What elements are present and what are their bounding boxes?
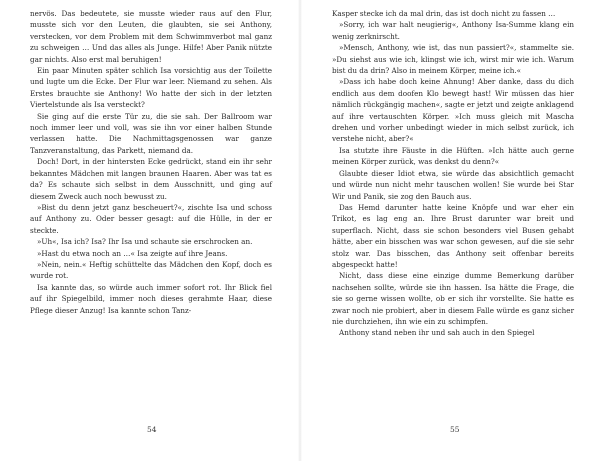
page-number-right: 55 <box>450 425 460 434</box>
paragraph: »Uh«, Isa ich? Isa? Ihr Isa und schaute sie erschrocken an. <box>37 237 253 247</box>
page-number-left: 54 <box>147 425 157 434</box>
paragraph: Sie ging auf die erste Tür zu, die sie sah. Der Ballroom war noch immer leer und voll, was sie ihn vor einer halben Stunde verlassen hatte. Die Nachmittagsgenossen war ganze Tanzveranstaltung, das Parkett, niemand da. <box>30 111 272 155</box>
paragraph: Das Hemd darunter hatte keine Knöpfe und war eher ein Trikot, es lag eng an. Ihre Brust darunter war breit und superflach. Nicht, dass sie schon besonders viel Busen gehabt hätte, aber ein bisschen was war schon gewesen, auf die sie sehr stolz war. Das bisschen, das Anthony seit offenbar bereits abgespeckt hatte! <box>332 202 574 269</box>
paragraph: Isa kannte das, so würde auch immer sofort rot. Ihr Blick fiel auf ihr Spiegelbild, immer noch dieses gerahmte Haar, diese Pflege dieser Anzug! Isa kannte schon Tanz- <box>30 282 272 315</box>
paragraph: Glaubte dieser Idiot etwa, sie würde das absichtlich gemacht und würde nun nicht mehr tauschen wollen! Sie wurde bei Star Wir und Panik, sie zog den Bauch aus. <box>332 168 574 201</box>
paragraph: »Dass ich habe doch keine Ahnung! Aber danke, dass du dich endlich aus dem doofen Klo bewegt hast! Wir müssen das hier nämlich rückgängig machen«, sagte er jetzt und zeigte anklagend auf ihre vertauschten Körper. »Ich muss gleich mit Mascha drehen und vorher unbedingt wieder in mich selbst zurück, ich verstehe nicht, aber?« <box>332 77 574 144</box>
paragraph: Kasper stecke ich da mal drin, das ist doch nicht zu fassen … <box>332 9 556 18</box>
paragraph: »Hast du etwa noch an …« Isa zeigte auf ihre Jeans. <box>37 248 228 258</box>
paragraph: Isa stutzte ihre Fäuste in die Hüften. »Ich hätte auch gerne meinen Körper zurück, was denkst du denn?« <box>332 145 574 167</box>
paragraph: Ein paar Minuten später schlich Isa vorsichtig aus der Toilette und lugte um die Ecke. Der Flur war leer. Niemand zu sehen. Als Erstes brauchte sie Anthony! Wo hatte der sich in der letzten Viertelstunde als Isa versteckt? <box>30 66 272 110</box>
book-gutter <box>298 0 302 461</box>
paragraph: Anthony stand neben ihr und sah auch in den Spiegel <box>339 328 535 338</box>
paragraph: »Sorry, ich war halt neugierig«, Anthony Isa-Summe klang ein wenig zerknirscht. <box>332 20 574 41</box>
paragraph: »Mensch, Anthony, wie ist, das nun passiert?«, stammelte sie. »Du siehst aus wie ich, klingst wie ich, wirst mir wie ich. Warum bist du da drin? Also in meinem Körper, meine ich.« <box>332 43 574 76</box>
paragraph: »Nein, nein.« Heftig schüttelte das Mädchen den Kopf, doch es wurde rot. <box>30 259 272 281</box>
right-page-text <box>332 8 574 339</box>
paragraph: »Bist du denn jetzt ganz bescheuert?«, zischte Isa und schoss auf Anthony zu. Oder besser gesagt: auf die Hülle, in der er steckte. <box>30 202 272 235</box>
paragraph: nervös. Das bedeutete, sie musste wieder raus auf den Flur, musste sich vor den Leuten, die glaubten, sie sei Anthony, verstecken, vor dem Problem mit dem Schwimmverbot mal ganz zu schweigen … Und das alles als Junge. Hilfe! Aber Panik nützte gar nichts. Also erst mal beruhigen! <box>30 9 272 64</box>
paragraph: Doch! Dort, in der hintersten Ecke gedrückt, stand ein ihr sehr bekanntes Mädchen mit langen braunen Haaren. Aber was tat es da? Es schaute sich selbst in dem Ausschnitt, und ging auf diesem Zweck auch noch bewusst zu. <box>30 157 272 201</box>
paragraph: Nicht, dass diese eine einzige dumme Bemerkung darüber nachsehen sollte, würde sie ihn hassen. Isa hätte die Frage, die sie so gerne wissen wollte, ob er sich ihr vorstellte. Sie hatte es zwar noch nie probiert, aber in diesem Falle würde es ganz sicher nie durchziehen, ihn wie ein zu schimpfen. <box>332 271 574 326</box>
left-page-text <box>30 8 272 316</box>
